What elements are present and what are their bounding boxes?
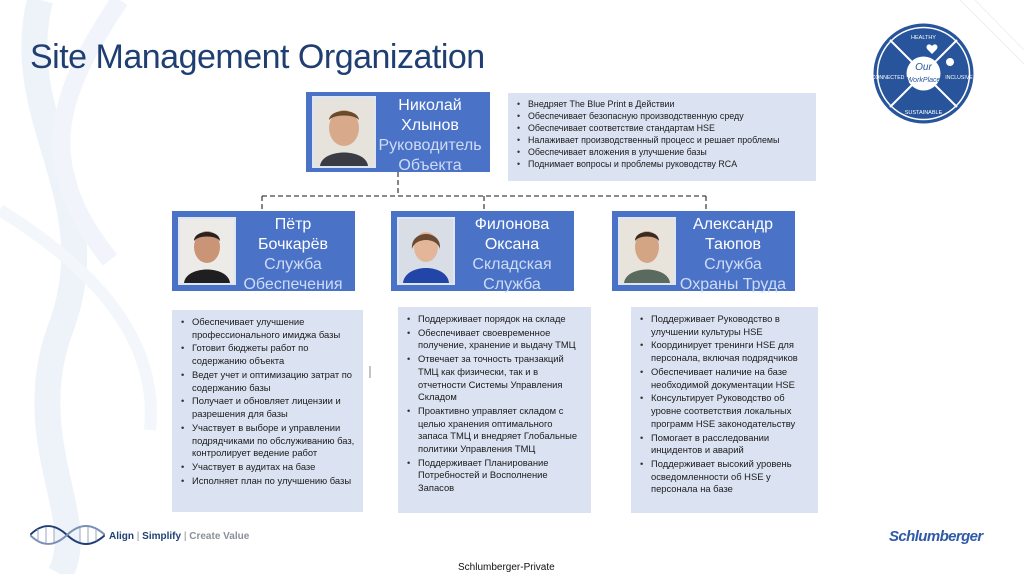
support-last-name: Бочкарёв: [258, 236, 328, 253]
labor-safety-service-responsibilities: [631, 307, 818, 513]
badge-label-inclusive: INCLUSIVE: [945, 75, 973, 81]
person-avatar-icon: [314, 98, 374, 166]
list-item: • Помогает в расследовании инцидентов и аварий: [651, 432, 810, 457]
warehouse-service-text: [456, 215, 568, 295]
support-service-responsibilities: [172, 310, 363, 512]
list-item: • Поддерживает Руководство в улучшении культуры HSE: [651, 313, 810, 338]
safety-last-name: Таюпов: [704, 236, 761, 253]
dna-helix-logo-icon: [30, 523, 105, 547]
list-item: • Координирует тренинги HSE для персонала, включая подрядчиков: [651, 339, 810, 364]
list-item: • Поддерживает Планирование Потребностей и Восполнение Запасов: [418, 457, 583, 495]
person-avatar-icon: [620, 219, 674, 283]
list-item: • Налаживает производственный процесс и решает проблемы: [528, 134, 810, 146]
badge-label-healthy: HEALTHY: [911, 35, 936, 41]
schlumberger-logo: Schlumberger: [889, 528, 983, 545]
warehouse-last-name: Оксана: [484, 236, 540, 253]
leader-text: [376, 96, 484, 176]
support-role-line2: Обеспечения: [243, 276, 343, 293]
footer-tagline: [109, 531, 249, 542]
leader-card[interactable]: [306, 92, 490, 172]
list-item: • Внедряет The Blue Print в Действии: [528, 98, 810, 110]
badge-label-sustainable: SUSTAINABLE: [904, 110, 943, 116]
list-item: • Обеспечивает своевременное получение, хранение и выдачу ТМЦ: [418, 327, 583, 352]
labor-safety-service-photo: [618, 217, 676, 285]
warehouse-first-name: Филонова: [474, 216, 550, 233]
list-item: • Поддерживает порядок на складе: [418, 313, 583, 326]
badge-center-our: Our: [915, 62, 932, 73]
list-item: • Консультирует Руководство об уровне соответствия локальных программ HSE законодательству: [651, 392, 810, 430]
safety-first-name: Александр: [692, 216, 774, 233]
person-avatar-icon: [180, 219, 234, 283]
warehouse-service-responsibilities: [398, 307, 591, 513]
warehouse-service-photo: [397, 217, 455, 285]
list-item: • Проактивно управляет складом с целью хранения оптимального запаса ТМЦ и внедряет Глобальные политики Управления ТМЦ: [418, 405, 583, 455]
tagline-separator: |: [136, 531, 140, 542]
list-item: • Участвует в аудитах на базе: [192, 461, 355, 474]
tagline-separator: |: [183, 531, 187, 542]
tagline-create-value: Create Value: [189, 531, 250, 542]
badge-center-workplace: WorkPlace: [906, 77, 941, 84]
list-item: • Обеспечивает наличие на базе необходимой документации HSE: [651, 366, 810, 391]
list-item: • Исполняет план по улучшению базы: [192, 475, 355, 488]
leader-responsibilities: [508, 93, 816, 181]
support-first-name: Пётр: [274, 216, 312, 233]
list-item: • Поднимает вопросы и проблемы руководству RCA: [528, 158, 810, 170]
leader-role-line2: Объекта: [398, 157, 462, 174]
warehouse-role-line1: Складская: [472, 256, 552, 273]
badge-label-connected: CONNECTED: [872, 75, 905, 81]
support-service-text: [237, 215, 349, 295]
tagline-align: Align: [109, 531, 134, 542]
labor-safety-service-text: [677, 215, 789, 295]
safety-role-line2: Охраны Труда: [679, 276, 787, 293]
list-item: • Готовит бюджеты работ по содержанию объекта: [192, 342, 355, 367]
leader-first-name: Николай: [398, 97, 462, 114]
tagline-simplify: Simplify: [142, 531, 182, 542]
support-role-line1: Служба: [264, 256, 322, 273]
warehouse-service-card[interactable]: [391, 211, 574, 291]
list-item: • Обеспечивает безопасную производственную среду: [528, 110, 810, 122]
person-avatar-icon: [399, 219, 453, 283]
leader-photo: [312, 96, 376, 168]
safety-role-line1: Служба: [704, 256, 762, 273]
list-item: • Обеспечивает улучшение профессионального имиджа базы: [192, 316, 355, 341]
slide-title: Site Management Organization: [30, 38, 485, 76]
list-item: • Ведет учет и оптимизацию затрат по содержанию базы: [192, 369, 355, 394]
support-service-photo: [178, 217, 236, 285]
warehouse-role-line2: Служба: [483, 276, 541, 293]
labor-safety-service-card[interactable]: [612, 211, 795, 291]
leader-last-name: Хлынов: [401, 117, 459, 134]
list-item: • Отвечает за точность транзакций ТМЦ как физически, так и в отчетности Системы Управления Складом: [418, 353, 583, 403]
list-item: • Обеспечивает вложения в улучшение базы: [528, 146, 810, 158]
list-item: • Поддерживает высокий уровень осведомленности об HSE у персонала на базе: [651, 458, 810, 496]
leader-role-line1: Руководитель: [378, 137, 482, 154]
list-item: • Обеспечивает соответствие стандартам HSE: [528, 122, 810, 134]
list-item: • Получает и обновляет лицензии и разрешения для базы: [192, 395, 355, 420]
classification-label: Schlumberger-Private: [458, 562, 555, 573]
support-service-card[interactable]: [172, 211, 355, 291]
list-item: • Участвует в выборе и управлении подрядчиками по обслуживанию баз, контролирует ведение работ: [192, 422, 355, 460]
